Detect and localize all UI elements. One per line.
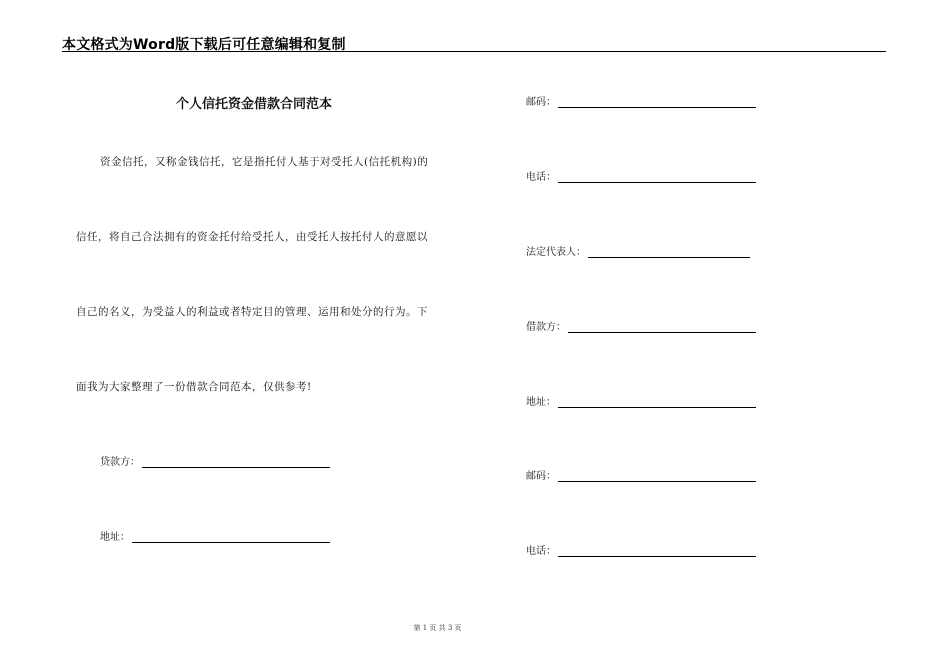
borrower-label: 借款方： [526,322,566,333]
lender-phone-label: 电话： [526,172,556,183]
borrower-postcode-blank-line[interactable] [558,471,756,482]
borrower-address-field [526,393,756,408]
paragraph-line-3: 自己的名义，为受益人的利益或者特定目的管理、运用和处分的行为。下 [76,306,428,318]
borrower-address-label: 地址： [526,397,556,408]
lender-address-field [100,528,330,543]
lender-phone-blank-line[interactable] [558,172,756,183]
page-number: 第 1 页 共 3 页 [413,624,462,632]
lender-postcode-label: 邮码： [526,97,556,108]
lender-address-blank-line[interactable] [132,532,330,543]
lender-phone-field [526,168,756,183]
lender-address-label: 地址： [100,532,130,543]
legal-representative-label: 法定代表人： [526,247,586,258]
paragraph-line-4: 面我为大家整理了一份借款合同范本，仅供参考! [76,381,312,393]
borrower-address-blank-line[interactable] [558,397,756,408]
borrower-phone-field [526,542,756,557]
borrower-field [526,318,756,333]
borrower-phone-label: 电话： [526,546,556,557]
paragraph-line-2: 信任，将自己合法拥有的资金托付给受托人，由受托人按托付人的意愿以 [76,231,428,243]
lender-label: 贷款方： [100,457,140,468]
borrower-phone-blank-line[interactable] [558,546,756,557]
lender-postcode-blank-line[interactable] [558,97,756,108]
borrower-blank-line[interactable] [568,322,756,333]
borrower-postcode-field [526,467,756,482]
lender-blank-line[interactable] [142,457,330,468]
header-divider [62,51,886,52]
paragraph-line-1: 资金信托，又称金钱信托，它是指托付人基于对受托人(信托机构)的 [100,156,429,168]
borrower-postcode-label: 邮码： [526,471,556,482]
lender-field [100,453,330,468]
lender-postcode-field [526,93,756,108]
page-header-text: 本文格式为Word版下载后可任意编辑和复制 [62,37,346,53]
document-title: 个人信托资金借款合同范本 [176,97,333,112]
legal-representative-field [526,243,750,258]
legal-representative-blank-line[interactable] [588,247,750,258]
